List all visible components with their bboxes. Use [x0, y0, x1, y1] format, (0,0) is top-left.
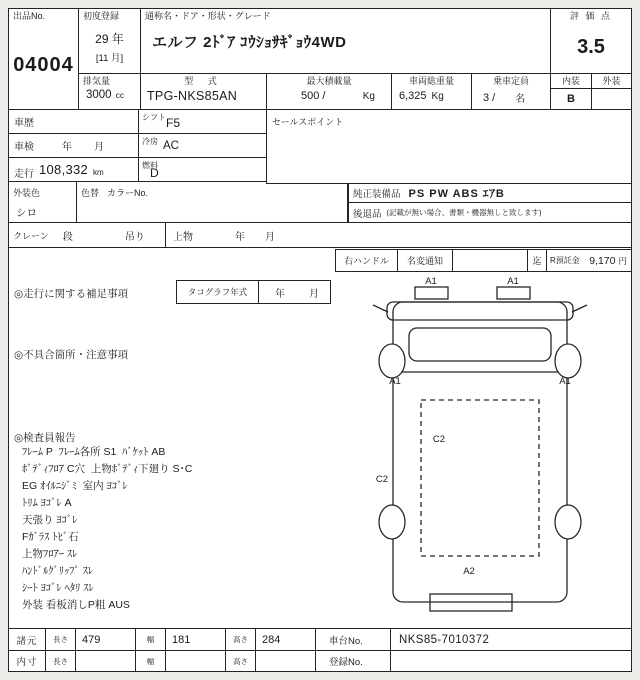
payload-box — [266, 73, 392, 110]
recolor-label: 色替 — [81, 188, 100, 198]
truck-wheel-rear-right — [555, 505, 581, 539]
diagram-marker-front-left: A1 — [425, 276, 437, 287]
inspection-month-label: 月 — [94, 142, 104, 153]
length-value: 479 — [75, 628, 136, 651]
height-label: 高さ — [225, 628, 256, 651]
inner-length-label: 長さ — [45, 650, 76, 672]
sales-point-box — [266, 109, 632, 184]
model-value: TPG-NKS85AN — [147, 89, 238, 103]
exterior-grade-box — [591, 73, 632, 110]
truck-body-outline — [393, 302, 567, 602]
deposit-label: R預託金 — [550, 256, 580, 265]
lot-label: 出品No. — [13, 11, 46, 21]
body-structure-box — [165, 222, 632, 248]
displacement-value: 3000 — [86, 89, 112, 101]
truck-diagram — [335, 272, 632, 628]
crane-hoist-label: 吊り — [124, 231, 145, 243]
crane-box — [8, 222, 166, 248]
inspector-report-list — [22, 444, 192, 614]
score-box — [550, 8, 632, 74]
inspector-report-line: ﾎﾞﾃﾞｨﾌﾛｱ C穴 上物ﾎﾞﾃﾞｨ下廻り S･C — [22, 463, 193, 475]
inspector-report-line: ﾊﾝﾄﾞﾙｸﾞﾘｯﾌﾟ ｽﾚ — [22, 565, 94, 577]
gross-weight-value: 6,325 — [399, 90, 427, 102]
ac-value: AC — [163, 140, 179, 152]
first-reg-month: [11 月] — [95, 53, 124, 64]
inspector-report-line: Fｶﾞﾗｽ ﾄﾋﾞ石 — [22, 531, 79, 543]
capacity-value: 3 / — [483, 91, 496, 104]
displacement-unit: cc — [115, 90, 125, 100]
mileage-value: 108,332 — [39, 162, 89, 177]
mileage-label: 走行 — [14, 169, 34, 180]
later-items-box — [348, 202, 632, 223]
interior-value: B — [567, 93, 575, 105]
deposit-box — [546, 249, 632, 272]
inner-length-value — [75, 650, 136, 672]
first-registration-box — [78, 8, 141, 74]
truck-wheel-front-left — [379, 344, 405, 378]
equipment-label: 純正装備品 — [353, 189, 401, 200]
body-color-label: 外装色 — [13, 188, 41, 198]
inner-height-value — [255, 650, 316, 672]
tachograph-month-label: 月 — [309, 288, 319, 300]
displacement-values — [86, 89, 140, 101]
defect-note-title: ◎不具合箇所・注意事項 — [14, 349, 129, 361]
lot-number: 04004 — [13, 53, 74, 76]
registration-value — [390, 650, 632, 672]
inspector-report-title: ◎検査員報告 — [14, 432, 76, 444]
inspector-report-line: ﾄﾘﾑ ﾖｺﾞﾚ A — [22, 497, 72, 509]
diagram-marker-rail-left: C2 — [375, 474, 389, 485]
interior-grade-box — [550, 73, 592, 110]
ac-box — [138, 133, 267, 158]
gross-weight-unit: Kg — [431, 90, 444, 102]
width-value: 181 — [165, 628, 226, 651]
vehicle-name-header: 通称名・ドア・形状・グレード — [145, 11, 271, 21]
gross-weight-label: 車両総重量 — [408, 76, 454, 86]
sales-point-label: セールスポイント — [272, 117, 344, 127]
truck-windshield — [409, 328, 551, 361]
inspector-report-line: ﾌﾚｰﾑ P ﾌﾚｰﾑ各所 S1 ﾊﾞｹｯﾄ AB — [22, 446, 166, 458]
diagram-marker-front-right: A1 — [507, 276, 519, 287]
handle-box: 右ハンドル — [335, 249, 398, 272]
capacity-label: 乗車定員 — [492, 76, 529, 86]
inner-height-label: 高さ — [225, 650, 256, 672]
deposit-unit: 円 — [618, 255, 627, 266]
body-year-label: 年 — [235, 231, 245, 243]
mileage-unit: km — [93, 168, 104, 177]
inspector-report-line: ｼｰﾄ ﾖｺﾞﾚ ﾍﾀﾘ ｽﾚ — [22, 582, 94, 594]
fuel-box — [138, 157, 267, 182]
later-items-label: 後退品 — [353, 208, 382, 220]
recolor-number-label: カラーNo. — [107, 188, 149, 198]
body-color-value: シロ — [16, 207, 37, 219]
inner-dims-row-label: 内寸 — [8, 650, 46, 672]
model-label: 型 式 — [184, 76, 223, 86]
capacity-box — [471, 73, 551, 110]
name-change-blank-field — [452, 249, 528, 272]
diagram-marker-side-left: A1 — [389, 376, 401, 387]
score-value: 3.5 — [577, 35, 605, 58]
history-box — [8, 109, 139, 134]
gross-weight-box — [391, 73, 472, 110]
model-box — [140, 73, 267, 110]
first-reg-values — [79, 21, 140, 73]
lot-number-box — [8, 8, 79, 110]
body-structure-label: 上物 — [173, 231, 193, 243]
truck-mirror-right — [572, 305, 587, 312]
equipment-value: PS PW ABS ｴｱB — [408, 188, 505, 200]
shift-box — [138, 109, 267, 134]
deposit-value: 9,170 — [589, 254, 616, 267]
mileage-note-title: ◎走行に関する補足事項 — [14, 288, 129, 300]
capacity-unit: 名 — [515, 94, 526, 105]
equipment-box — [348, 183, 632, 203]
exterior-label: 外装 — [592, 74, 631, 89]
length-label: 長さ — [45, 628, 76, 651]
vehicle-name-value: エルフ 2ﾄﾞｱ ｺｳｼｮｻｷﾞｮｳ4WD — [152, 34, 347, 51]
inner-width-label: 幅 — [135, 650, 166, 672]
fuel-value: D — [150, 166, 159, 180]
first-reg-year: 29 年 — [95, 32, 124, 46]
vehicle-name-box — [140, 8, 551, 74]
payload-unit: Kg — [362, 90, 375, 102]
truck-mirror-left — [373, 305, 388, 312]
history-label: 車歴 — [14, 118, 34, 129]
tachograph-year-label: 年 — [275, 288, 285, 300]
body-month-label: 月 — [265, 231, 275, 243]
truck-front-marker-right — [497, 287, 530, 299]
crane-step-label: 段 — [62, 231, 73, 243]
later-items-note: (記載が無い場合、書類・機器無しと致します) — [386, 208, 542, 217]
inspector-report-line: 天張り ﾖｺﾞﾚ — [22, 514, 78, 526]
width-label: 幅 — [135, 628, 166, 651]
registration-label: 登録No. — [315, 650, 391, 672]
chassis-label: 車台No. — [315, 628, 391, 651]
inspector-report-line: 外装 看板消しP粗 AUS — [22, 599, 130, 611]
payload-label: 最大積載量 — [306, 76, 352, 86]
diagram-marker-rear: A2 — [463, 566, 475, 577]
shift-value: F5 — [166, 116, 181, 130]
crane-label: クレーン — [13, 230, 49, 241]
inspection-year-label: 年 — [62, 142, 72, 153]
displacement-label: 排気量 — [83, 76, 111, 86]
interior-label: 内装 — [551, 74, 591, 89]
chassis-value: NKS85-7010372 — [390, 628, 632, 651]
capacity-values — [472, 90, 550, 105]
truck-front-bumper — [387, 302, 573, 320]
inspection-label: 車検 — [14, 142, 34, 153]
dims-row-label: 諸元 — [8, 628, 46, 651]
first-reg-label: 初度登録 — [83, 11, 120, 21]
truck-front-marker-left — [415, 287, 448, 299]
displacement-box — [78, 73, 141, 110]
mileage-box — [8, 157, 139, 182]
name-change-box: 名変通知 — [397, 249, 453, 272]
fuel-label: 燃料 — [142, 161, 158, 170]
body-color-box — [8, 181, 77, 223]
shift-label: シフト — [142, 113, 166, 122]
tachograph-label: タコグラフ年式 — [177, 281, 259, 303]
recolor-box — [76, 181, 348, 223]
inspection-box — [8, 133, 139, 158]
truck-bed-dashed-outline — [421, 400, 539, 556]
exterior-value — [592, 89, 631, 109]
truck-wheel-rear-left — [379, 505, 405, 539]
inspector-report-line: 上物ﾌﾛｱｰ ｽﾚ — [22, 548, 78, 560]
height-value: 284 — [255, 628, 316, 651]
until-box: 迄 — [527, 249, 547, 272]
score-label: 評 価 点 — [569, 11, 612, 21]
payload-value: 500 / — [301, 90, 326, 102]
payload-values — [267, 90, 391, 102]
inspector-report-line: EG ｵｲﾙﾆｼﾞﾐ 室内 ﾖｺﾞﾚ — [22, 480, 128, 492]
diagram-marker-side-right: A1 — [559, 376, 571, 387]
diagram-marker-bed-center: C2 — [432, 434, 446, 445]
inner-width-value — [165, 650, 226, 672]
gross-weight-values — [399, 90, 471, 102]
ac-label: 冷房 — [142, 137, 158, 146]
truck-wheel-front-right — [555, 344, 581, 378]
tachograph-box — [176, 280, 331, 304]
